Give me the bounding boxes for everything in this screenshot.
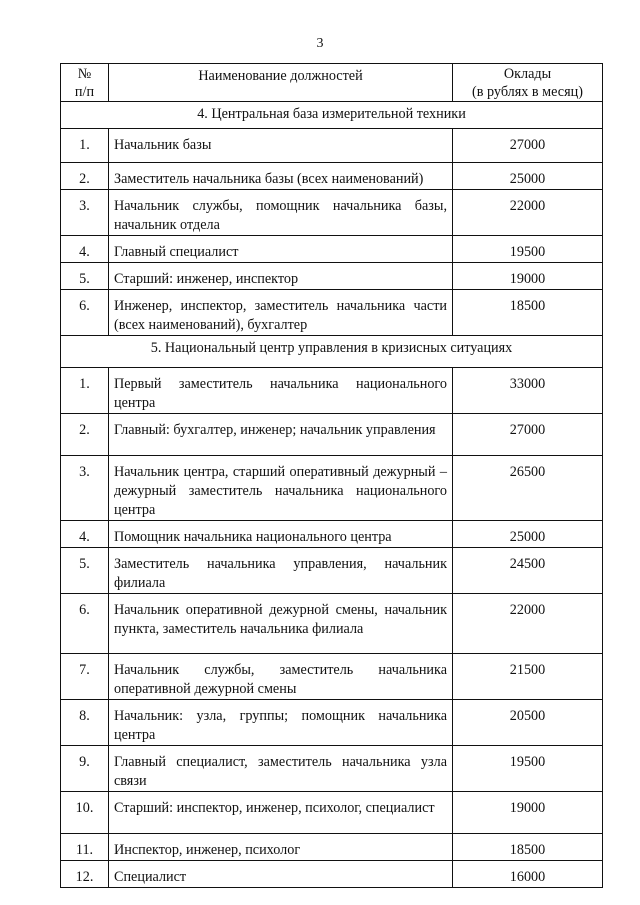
salary-value: 19000 <box>453 263 603 290</box>
salary-value: 27000 <box>453 414 603 456</box>
header-salary <box>453 64 603 102</box>
table-header-row <box>61 64 603 102</box>
position-name: Старший: инспектор, инженер, психолог, специалист <box>109 792 453 834</box>
section-title: 4. Центральная база измерительной техники <box>61 102 603 129</box>
position-name: Инженер, инспектор, заместитель начальника части (всех наименований), бухгалтер <box>109 290 453 336</box>
page-number: 3 <box>316 36 324 51</box>
table-row <box>61 521 603 548</box>
position-name: Главный специалист <box>109 236 453 263</box>
table-row <box>61 129 603 163</box>
section-title: 5. Национальный центр управления в кризисных ситуациях <box>61 336 603 368</box>
salary-value: 21500 <box>453 654 603 700</box>
position-name: Главный: бухгалтер, инженер; начальник управления <box>109 414 453 456</box>
salary-value: 18500 <box>453 290 603 336</box>
row-number: 12. <box>61 861 109 888</box>
position-name: Главный специалист, заместитель начальника узла связи <box>109 746 453 792</box>
salary-value: 26500 <box>453 456 603 521</box>
salary-table <box>60 63 603 888</box>
section-header-row <box>61 102 603 129</box>
salary-value: 33000 <box>453 368 603 414</box>
position-name: Старший: инженер, инспектор <box>109 263 453 290</box>
row-number: 1. <box>61 368 109 414</box>
position-name: Начальник центра, старший оперативный дежурный – дежурный заместитель начальника национального центра <box>109 456 453 521</box>
header-number <box>61 64 109 102</box>
row-number: 2. <box>61 163 109 190</box>
row-number: 4. <box>61 521 109 548</box>
row-number: 9. <box>61 746 109 792</box>
salary-value: 27000 <box>453 129 603 163</box>
position-name: Заместитель начальника базы (всех наименований) <box>109 163 453 190</box>
row-number: 2. <box>61 414 109 456</box>
table-row <box>61 746 603 792</box>
header-salary-line1: Оклады <box>503 66 552 82</box>
header-number-line2: п/п <box>74 84 95 100</box>
header-number-line1: № <box>77 66 92 82</box>
row-number: 11. <box>61 834 109 861</box>
table-row <box>61 236 603 263</box>
row-number: 5. <box>61 548 109 594</box>
row-number: 4. <box>61 236 109 263</box>
table-row <box>61 792 603 834</box>
row-number: 3. <box>61 190 109 236</box>
table-row <box>61 456 603 521</box>
row-number: 10. <box>61 792 109 834</box>
position-name: Начальник оперативной дежурной смены, начальник пункта, заместитель начальника филиала <box>109 594 453 654</box>
row-number: 1. <box>61 129 109 163</box>
position-name: Начальник базы <box>109 129 453 163</box>
table-row <box>61 594 603 654</box>
salary-value: 18500 <box>453 834 603 861</box>
table-row <box>61 548 603 594</box>
row-number: 3. <box>61 456 109 521</box>
row-number: 5. <box>61 263 109 290</box>
header-salary-line2: (в рублях в месяц) <box>472 84 583 100</box>
table-row <box>61 861 603 888</box>
table-row <box>61 190 603 236</box>
table-body <box>61 102 603 888</box>
position-name: Инспектор, инженер, психолог <box>109 834 453 861</box>
row-number: 6. <box>61 594 109 654</box>
position-name: Помощник начальника национального центра <box>109 521 453 548</box>
salary-value: 19500 <box>453 746 603 792</box>
salary-value: 25000 <box>453 521 603 548</box>
header-position-name: Наименование должностей <box>109 64 453 102</box>
row-number: 6. <box>61 290 109 336</box>
table-row <box>61 834 603 861</box>
table-row <box>61 290 603 336</box>
salary-value: 16000 <box>453 861 603 888</box>
table-row <box>61 414 603 456</box>
table-row <box>61 163 603 190</box>
position-name: Начальник службы, помощник начальника базы, начальник отдела <box>109 190 453 236</box>
position-name: Заместитель начальника управления, начальник филиала <box>109 548 453 594</box>
row-number: 7. <box>61 654 109 700</box>
position-name: Начальник службы, заместитель начальника оперативной дежурной смены <box>109 654 453 700</box>
salary-value: 24500 <box>453 548 603 594</box>
salary-value: 22000 <box>453 190 603 236</box>
row-number: 8. <box>61 700 109 746</box>
salary-value: 20500 <box>453 700 603 746</box>
salary-value: 19500 <box>453 236 603 263</box>
table-row <box>61 263 603 290</box>
salary-value: 19000 <box>453 792 603 834</box>
salary-value: 25000 <box>453 163 603 190</box>
table-row <box>61 368 603 414</box>
position-name: Первый заместитель начальника национального центра <box>109 368 453 414</box>
salary-value: 22000 <box>453 594 603 654</box>
section-header-row <box>61 336 603 368</box>
position-name: Начальник: узла, группы; помощник начальника центра <box>109 700 453 746</box>
position-name: Специалист <box>109 861 453 888</box>
table-row <box>61 700 603 746</box>
table-row <box>61 654 603 700</box>
